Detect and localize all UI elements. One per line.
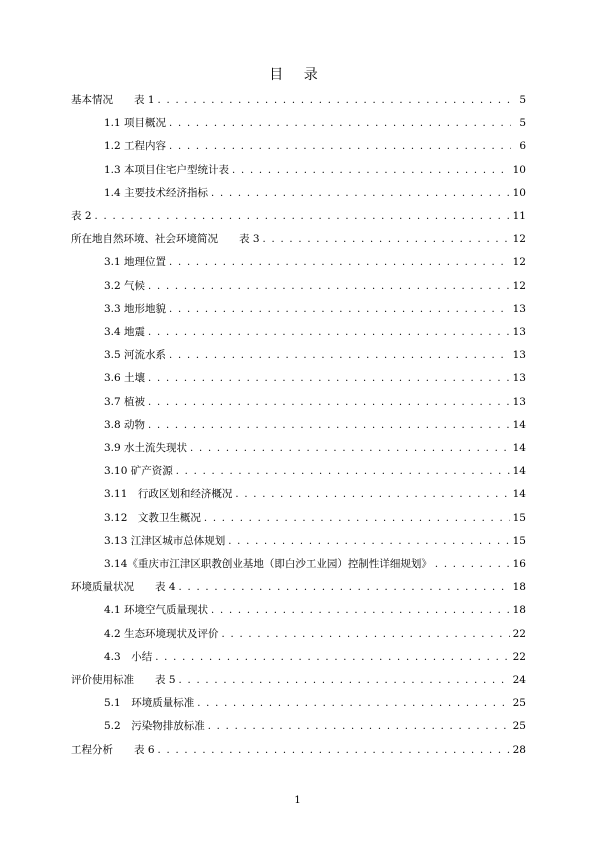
toc-entry[interactable]	[71, 231, 526, 247]
toc-entry[interactable]	[71, 742, 526, 758]
toc-entry-label: 4.1 环境空气质量现状	[104, 604, 209, 617]
toc-entry[interactable]	[104, 556, 526, 572]
toc-entry-page: 18	[512, 604, 526, 617]
toc-entry[interactable]	[104, 115, 526, 131]
toc-leader-dots	[232, 163, 510, 179]
toc-entry-label: 3.2 气候	[104, 279, 146, 292]
toc-entry-page: 18	[512, 581, 526, 594]
toc-entry-page: 13	[512, 302, 526, 315]
toc-entry-page: 24	[512, 674, 526, 686]
toc-leader-dots	[169, 116, 511, 132]
toc-leader-dots	[95, 209, 510, 225]
toc-entry-label: 3.14《重庆市江津区职教创业基地（即白沙工业园）控制性详细规划》	[104, 558, 432, 570]
toc-leader-dots	[228, 534, 509, 550]
toc-entry-label: 1.2 工程内容	[104, 140, 167, 153]
toc-entry-label: 5.2 污染物排放标准	[104, 720, 205, 733]
toc-entry[interactable]	[104, 718, 526, 734]
toc-leader-dots	[222, 627, 510, 643]
toc-entry[interactable]	[104, 254, 526, 270]
toc-entry-label: 3.12 文教卫生概况	[104, 511, 201, 524]
toc-entry-page: 10	[512, 186, 526, 199]
page-title: 目 录	[269, 67, 326, 83]
toc-entry-page: 22	[512, 627, 526, 640]
toc-entry[interactable]	[104, 324, 526, 340]
toc-entry-label: 3.8 动物	[104, 418, 146, 431]
toc-entry[interactable]	[104, 695, 526, 711]
toc-leader-dots	[263, 232, 510, 248]
toc-entry-label: 3.7 植被	[104, 395, 146, 408]
toc-entry-label: 环境质量状况 表 4	[71, 581, 176, 594]
toc-leader-dots	[169, 302, 510, 318]
toc-entry-page: 5	[519, 117, 526, 130]
toc-entry-page: 6	[519, 140, 526, 153]
toc-leader-dots	[204, 511, 510, 527]
toc-leader-dots	[208, 719, 510, 735]
toc-entry-label: 3.5 河流水系	[104, 349, 167, 362]
toc-entry[interactable]	[104, 138, 526, 154]
toc-entry-page: 13	[512, 326, 526, 338]
toc-entry-label: 4.2 生态环境现状及评价	[104, 627, 219, 640]
toc-entry-label: 所在地自然环境、社会环境简况 表 3	[71, 233, 260, 246]
toc-entry[interactable]	[104, 301, 526, 317]
toc-entry-page: 14	[512, 418, 526, 431]
toc-entry-label: 3.1 地理位置	[104, 256, 167, 269]
toc-entry[interactable]	[104, 649, 526, 665]
toc-entry-page: 15	[512, 534, 526, 547]
toc-leader-dots	[169, 139, 511, 155]
toc-entry-label: 工程分析 表 6	[71, 743, 155, 756]
toc-entry-label: 3.6 土壤	[104, 372, 146, 385]
toc-entry[interactable]	[104, 162, 526, 178]
toc-entry-label: 4.3 小结	[104, 650, 153, 663]
toc-entry-page: 12	[512, 233, 526, 246]
toc-leader-dots	[148, 395, 510, 411]
toc-entry-page: 5	[519, 94, 526, 106]
toc-entry[interactable]	[71, 579, 526, 595]
toc-entry-label: 3.9 水土流失现状	[104, 442, 188, 454]
toc-entry[interactable]	[104, 347, 526, 363]
toc-entry-page: 13	[512, 372, 526, 385]
toc-entry-label: 3.10 矿产资源	[104, 465, 173, 478]
toc-leader-dots	[176, 464, 510, 480]
toc-leader-dots	[211, 603, 510, 619]
toc-entry[interactable]	[104, 440, 526, 456]
toc-entry[interactable]	[104, 370, 526, 386]
toc-entry-page: 14	[512, 442, 526, 454]
toc-entry-label: 1.4 主要技术经济指标	[104, 186, 209, 199]
toc-entry-label: 表 2	[71, 210, 92, 222]
toc-entry-label: 基本情况 表 1	[71, 94, 155, 106]
toc-leader-dots	[148, 325, 510, 341]
toc-entry[interactable]	[104, 394, 526, 410]
toc-entry-page: 14	[512, 488, 526, 501]
toc-entry[interactable]	[71, 208, 526, 224]
toc-entry-page: 11	[512, 210, 526, 222]
toc-leader-dots	[155, 650, 509, 666]
toc-entry[interactable]	[104, 417, 526, 433]
toc-leader-dots	[179, 673, 510, 689]
toc-entry-page: 10	[512, 163, 526, 176]
toc-entry-page: 15	[512, 511, 526, 524]
toc-entry-page: 28	[512, 743, 526, 756]
toc-entry-page: 25	[512, 697, 526, 710]
toc-leader-dots	[158, 743, 510, 759]
toc-leader-dots	[169, 255, 510, 271]
toc-entry-page: 13	[512, 395, 526, 408]
toc-entry-label: 5.1 环境质量标准	[104, 697, 195, 710]
toc-leader-dots	[235, 487, 509, 503]
toc-leader-dots	[211, 186, 510, 202]
toc-entry-page: 16	[512, 558, 526, 570]
toc-entry[interactable]	[104, 278, 526, 294]
toc-leader-dots	[148, 371, 510, 387]
toc-leader-dots	[169, 348, 510, 364]
toc-entry[interactable]	[71, 92, 526, 108]
toc-leader-dots	[158, 93, 511, 109]
toc-leader-dots	[197, 696, 509, 712]
toc-entry[interactable]	[104, 486, 526, 502]
toc-entry[interactable]	[104, 533, 526, 549]
toc-entry-page: 12	[512, 279, 526, 292]
toc-leader-dots	[435, 557, 510, 573]
toc-entry-page: 12	[512, 256, 526, 269]
toc-entry-page: 14	[512, 465, 526, 478]
toc-entry-label: 3.3 地形地貌	[104, 302, 167, 315]
toc-entry-page: 25	[512, 720, 526, 733]
toc-entry[interactable]	[104, 185, 526, 201]
toc-leader-dots	[179, 580, 510, 596]
toc-entry-page: 22	[512, 650, 526, 663]
toc-entry-label: 3.13 江津区城市总体规划	[104, 534, 226, 547]
toc-leader-dots	[190, 441, 510, 457]
toc-entry[interactable]	[104, 510, 526, 526]
page-number: 1	[294, 795, 301, 806]
toc-leader-dots	[148, 279, 510, 295]
toc-entry-label: 1.3 本项目住宅户型统计表	[104, 163, 230, 176]
toc-entry-label: 1.1 项目概况	[104, 117, 167, 130]
toc-entry[interactable]	[71, 672, 526, 688]
toc-leader-dots	[148, 418, 510, 434]
toc-entry-label: 3.4 地震	[104, 326, 146, 338]
toc-entry[interactable]	[104, 463, 526, 479]
toc-entry-label: 3.11 行政区划和经济概况	[104, 488, 233, 501]
toc-entry-page: 13	[512, 349, 526, 362]
toc-entry[interactable]	[104, 626, 526, 642]
toc-entry-label: 评价使用标准 表 5	[71, 674, 176, 686]
toc-entry[interactable]	[104, 602, 526, 618]
